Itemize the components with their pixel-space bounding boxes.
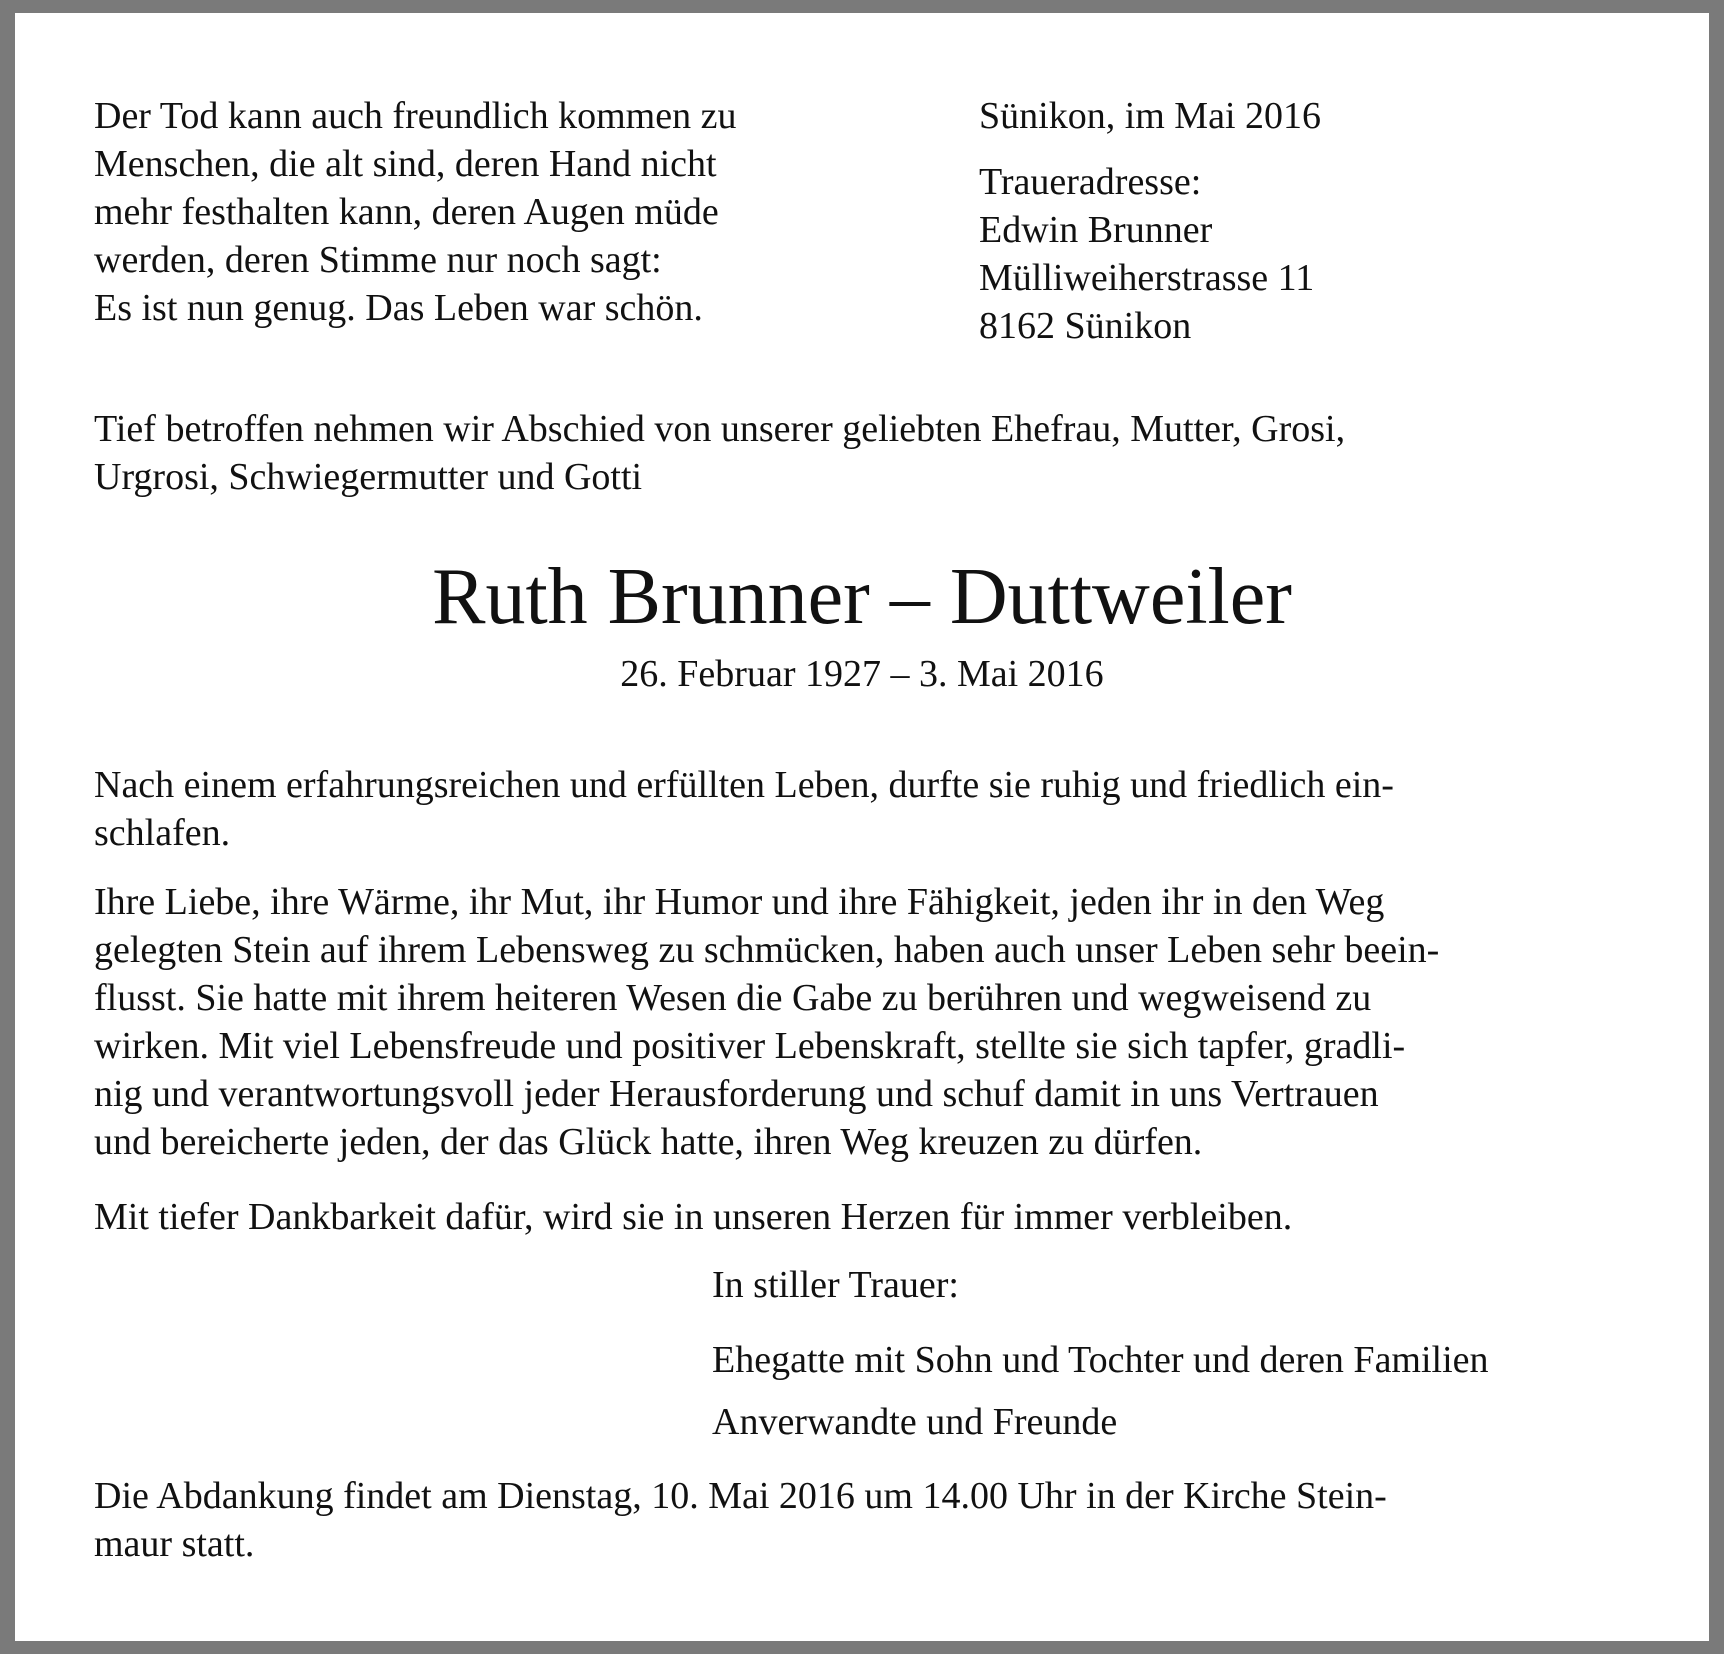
intro-line: Urgrosi, Schwiegermutter und Gotti: [94, 456, 643, 498]
paragraph-line: wirken. Mit viel Lebensfreude und positiver Lebenskraft, stellte sie sich tapfer, gradli-: [94, 1025, 1406, 1067]
paragraph-line: nig und verantwortungsvoll jeder Herausforderung und schuf damit in uns Vertrauen: [94, 1073, 1379, 1115]
paragraph-line: Nach einem erfahrungsreichen und erfüllten Leben, durfte sie ruhig und friedlich ein-: [94, 764, 1394, 806]
obituary-notice: [15, 13, 1709, 1641]
poem-line: Der Tod kann auch freundlich kommen zu: [94, 95, 737, 137]
deceased-name: Ruth Brunner – Duttweiler: [432, 553, 1292, 641]
paragraph-line: und bereicherte jeden, der das Glück hatte, ihren Weg kreuzen zu dürfen.: [94, 1121, 1203, 1163]
service-line: maur statt.: [94, 1523, 255, 1565]
mourner-line: Anverwandte und Freunde: [712, 1401, 1118, 1443]
address-city: 8162 Sünikon: [979, 305, 1192, 347]
poem-line: werden, deren Stimme nur noch sagt:: [94, 239, 662, 281]
body-paragraph-2: [94, 878, 1439, 1166]
intro-text: [94, 405, 1345, 501]
body-paragraph-1: [94, 761, 1394, 857]
poem-quote: [94, 92, 736, 332]
paragraph-line: schlafen.: [94, 812, 231, 854]
mourning-address: [979, 158, 1314, 350]
address-label: Traueradresse:: [979, 161, 1202, 203]
life-dates: 26. Februar 1927 – 3. Mai 2016: [620, 653, 1104, 695]
paragraph-line: gelegten Stein auf ihrem Lebensweg zu schmücken, haben auch unser Leben sehr beein-: [94, 929, 1440, 971]
address-name: Edwin Brunner: [979, 209, 1213, 251]
body-paragraph-3: Mit tiefer Dankbarkeit dafür, wird sie in unseren Herzen für immer verbleiben.: [94, 1196, 1293, 1238]
poem-line: Es ist nun genug. Das Leben war schön.: [94, 287, 703, 329]
mourning-label: In stiller Trauer:: [712, 1264, 959, 1306]
paragraph-line: flusst. Sie hatte mit ihrem heiteren Wesen die Gabe zu berühren und wegweisend zu: [94, 977, 1372, 1019]
mourners-list: [712, 1329, 1489, 1453]
funeral-service-info: [94, 1472, 1387, 1568]
poem-line: mehr festhalten kann, deren Augen müde: [94, 191, 719, 233]
address-street: Mülliweiherstrasse 11: [979, 257, 1315, 299]
poem-line: Menschen, die alt sind, deren Hand nicht: [94, 143, 717, 185]
mourner-line: Ehegatte mit Sohn und Tochter und deren Familien: [712, 1339, 1489, 1381]
intro-line: Tief betroffen nehmen wir Abschied von unserer geliebten Ehefrau, Mutter, Grosi,: [94, 408, 1346, 450]
paragraph-line: Ihre Liebe, ihre Wärme, ihr Mut, ihr Humor und ihre Fähigkeit, jeden ihr in den Weg: [94, 881, 1385, 923]
place-date: Sünikon, im Mai 2016: [979, 95, 1322, 137]
service-line: Die Abdankung findet am Dienstag, 10. Mai 2016 um 14.00 Uhr in der Kirche Stein-: [94, 1475, 1387, 1517]
